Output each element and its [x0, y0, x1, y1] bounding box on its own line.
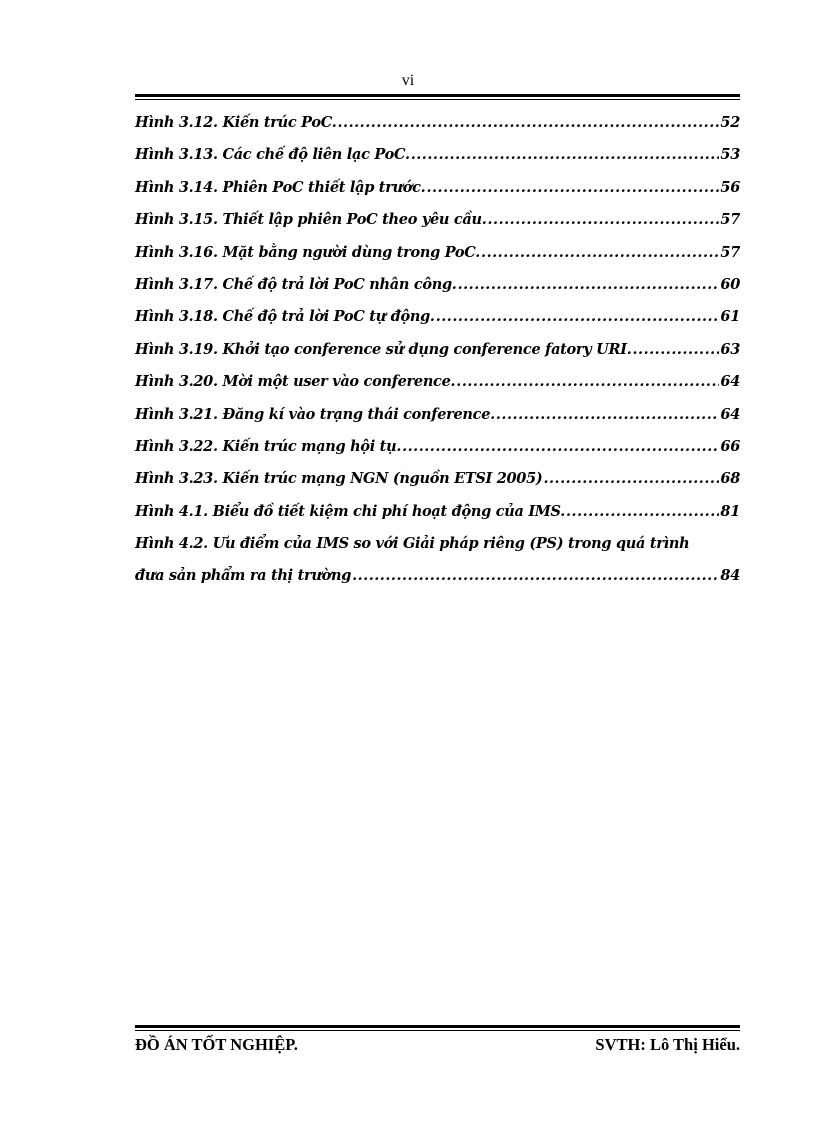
dot-leader [337, 114, 719, 131]
dot-leader [481, 244, 719, 261]
toc-entry[interactable] [135, 146, 740, 178]
toc-entry-title: Hình 3.19. Khởi tạo conference sử dụng conference fatory URI. [135, 340, 632, 358]
table-of-figures [135, 114, 740, 600]
toc-entry[interactable] [135, 276, 740, 308]
toc-entry[interactable] [135, 406, 740, 438]
dot-leader [566, 503, 719, 520]
footer-student-name: SVTH: Lô Thị Hiểu. [595, 1035, 740, 1054]
toc-entry-title: Hình 3.13. Các chế độ liên lạc PoC. [135, 146, 410, 164]
footer-rule [135, 1025, 740, 1031]
toc-entry-page: 57 [720, 243, 740, 261]
dot-leader [456, 373, 719, 390]
toc-entry-page: 66 [720, 437, 740, 455]
toc-entry-title: Hình 3.20. Mời một user vào conference. [135, 373, 456, 391]
dot-leader [402, 438, 719, 455]
toc-entry[interactable] [135, 373, 740, 405]
toc-entry[interactable] [135, 244, 740, 276]
toc-entry[interactable] [135, 470, 740, 502]
toc-entry-multiline[interactable] [135, 535, 740, 600]
toc-entry-page: 84 [720, 567, 740, 585]
toc-entry[interactable] [135, 114, 740, 146]
dot-leader [426, 179, 719, 196]
toc-entry-page: 64 [720, 373, 740, 391]
toc-entry-page: 56 [720, 178, 740, 196]
toc-entry-title: Hình 3.16. Mặt bằng người dùng trong PoC. [135, 243, 481, 261]
toc-entry-title: Hình 3.17. Chế độ trả lời PoC nhân công. [135, 275, 457, 293]
header-rule [135, 94, 740, 100]
footer [135, 1035, 740, 1055]
toc-entry-title: Hình 3.22. Kiến trúc mạng hội tụ. [135, 437, 402, 455]
toc-entry[interactable] [135, 438, 740, 470]
dot-leader [411, 146, 720, 163]
toc-entry-page: 57 [720, 211, 740, 229]
toc-entry-page: 64 [720, 405, 740, 423]
toc-entry-title: Hình 3.21. Đăng kí vào trạng thái conference. [135, 405, 495, 423]
toc-entry-title: Hình 3.23. Kiến trúc mạng NGN (nguồn ETSI 2005) [135, 470, 543, 488]
toc-entry-page: 68 [720, 470, 740, 488]
dot-leader [487, 211, 719, 228]
page-number: vi [401, 72, 415, 89]
toc-entry[interactable] [135, 211, 740, 243]
dot-leader [543, 470, 719, 487]
toc-entry-title-line2: đưa sản phẩm ra thị trường [135, 567, 352, 585]
toc-entry-page: 61 [720, 308, 740, 326]
toc-entry-page: 60 [720, 275, 740, 293]
dot-leader [436, 308, 720, 325]
toc-entry[interactable] [135, 503, 740, 535]
dot-leader [496, 406, 720, 423]
dot-leader [458, 276, 720, 293]
toc-entry-title: Hình 3.12. Kiến trúc PoC. [135, 114, 337, 131]
toc-entry-page: 53 [720, 146, 740, 164]
toc-entry-page: 63 [720, 340, 740, 358]
toc-entry-title: Hình 4.1. Biểu đồ tiết kiệm chi phí hoạt động của IMS. [135, 502, 565, 520]
toc-entry-title: Hình 3.18. Chế độ trả lời PoC tự động. [135, 308, 435, 326]
dot-leader [352, 567, 719, 584]
toc-entry-page: 81 [720, 502, 740, 520]
footer-thesis-label: ĐỒ ÁN TỐT NGHIỆP. [135, 1035, 298, 1054]
toc-entry[interactable] [135, 341, 740, 373]
toc-entry-page: 52 [720, 114, 740, 131]
toc-entry[interactable] [135, 179, 740, 211]
toc-entry[interactable] [135, 308, 740, 340]
dot-leader [632, 341, 719, 358]
toc-entry-title: Hình 3.14. Phiên PoC thiết lập trước. [135, 178, 426, 196]
toc-entry-title-line1: Hình 4.2. Ưu điểm của IMS so với Giải pháp riêng (PS) trong quá trình [135, 535, 690, 553]
toc-entry-title: Hình 3.15. Thiết lập phiên PoC theo yêu cầu. [135, 211, 487, 229]
